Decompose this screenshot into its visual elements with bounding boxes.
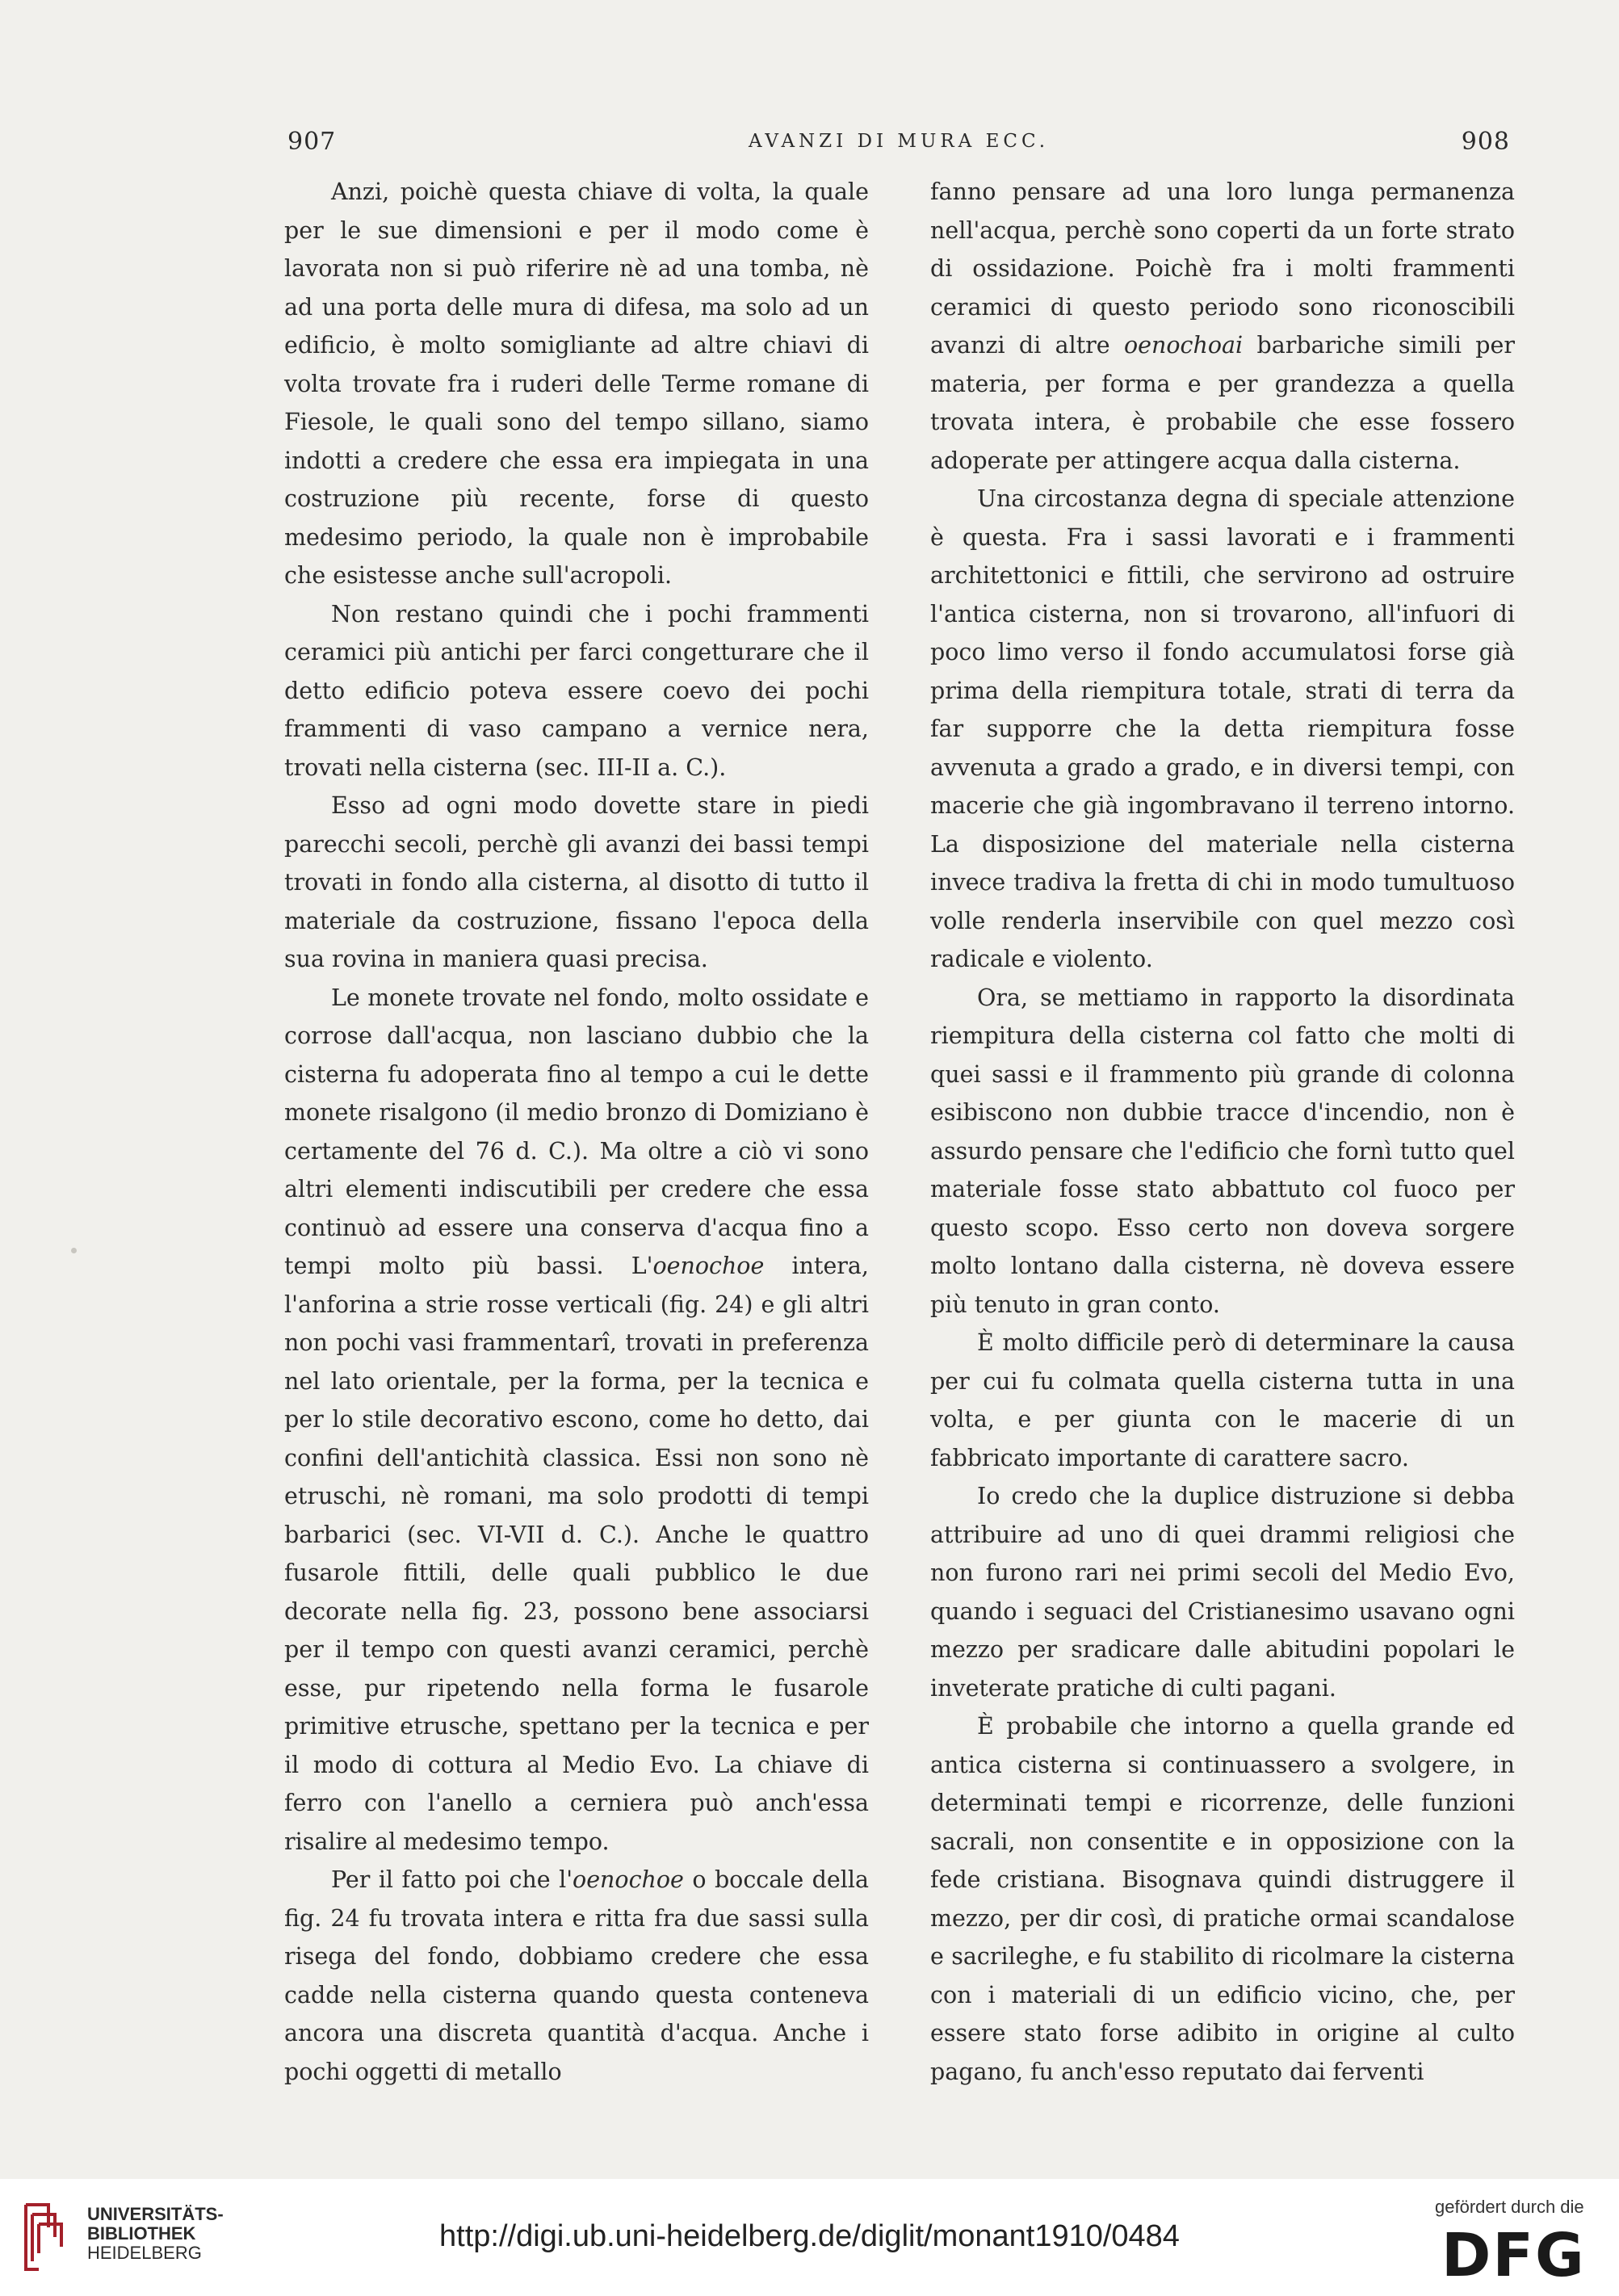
paragraph: Esso ad ogni modo dovette stare in piedi parecchi secoli, perchè gli avanzi dei bassi tempi trovati in fondo alla cisterna, al disotto di tutto il materiale da costruzione, fissano l'epoca della sua rovina in maniera quasi precisa. <box>284 792 869 972</box>
running-header <box>287 128 1510 160</box>
paragraph: Ora, se mettiamo in rapporto la disordinata riempitura della cisterna col fatto che molti di quei sassi e il frammento più grande di colonna esibiscono non dubbie tracce d'incendio, non è assurdo pensare che l'edificio che fornì tutto quel materiale fosse stato abbattuto col fuoco per questo scopo. Esso certo non doveva sorgere molto lontano dalla cisterna, nè doveva essere più tenuto in gran conto. <box>930 984 1515 1318</box>
scan-speck <box>71 1248 77 1253</box>
paragraph: È molto difficile però di determinare la causa per cui fu colmata quella cisterna tutta in una volta, e per giunta con le macerie di un fabbricato importante di carattere sacro. <box>930 1329 1515 1471</box>
running-title: AVANZI DI MURA ECC. <box>748 131 1050 152</box>
library-name-line: HEIDELBERG <box>87 2243 202 2263</box>
italic-term: oenochoe <box>573 1866 684 1893</box>
paragraph: È probabile che intorno a quella grande ed antica cisterna si continuassero a svolgere, in determinati tempi e ricorrenze, delle funzioni sacrali, non consentite e in opposizione con la fede cristiana. Bisognava quindi distruggere il mezzo, per dir così, di pratiche ormai scandalose e sacrileghe, e fu stabilito di ricolmare la cisterna con i materiali di un edificio vicino, che, per essere stato forse adibito in origine al culto pagano, fu anch'esso reputato dai ferventi <box>930 1713 1515 2085</box>
paragraph: Anzi, poichè questa chiave di volta, la quale per le sue dimensioni e per il modo come è lavorata non si può riferire nè ad una tomba, nè ad una porta delle mura di difesa, ma solo ad un edificio, è molto somigliante ad altre chiavi di volta trovate fra i ruderi delle Terme romane di Fiesole, le quali sono del tempo sillano, siamo indotti a credere che essa era impiegata in una costruzione più recente, forse di questo medesimo periodo, la quale non è improbabile che esistesse anche sull'acropoli. <box>284 178 869 589</box>
paragraph: Io credo che la duplice distruzione si debba attribuire ad uno di quei drammi religiosi che non furono rari nei primi secoli del Medio Evo, quando i seguaci del Cristianesimo usavano ogni mezzo per sradicare dalle abitudini popolari le inveterate pratiche di culti pagani. <box>930 1483 1515 1702</box>
paragraph <box>930 173 1515 480</box>
paragraph <box>284 1861 869 2091</box>
text-run: Per il fatto poi che l' <box>331 1866 573 1893</box>
left-column <box>284 173 869 2091</box>
page-number-right: 908 <box>1461 128 1510 156</box>
paragraph: Non restano quindi che i pochi frammenti ceramici più antichi per farci congetturare che il detto edificio poteva essere coevo dei pochi frammenti di vaso campano a vernice nera, trovati nella cisterna (sec. III-II a. C.). <box>284 600 869 781</box>
permalink-url[interactable]: http://digi.ub.uni-heidelberg.de/diglit/monant1910/0484 <box>439 2219 1180 2253</box>
text-run: barbariche simili per materia, per forma e per grandezza a quella trovata intera, è probabile che esse fossero adoperate per attingere acqua dalla cisterna. <box>930 332 1515 474</box>
text-run: fanno pensare ad una loro lunga permanenza nell'acqua, perchè sono coperti da un forte strato di ossidazione. Poichè fra i molti frammenti ceramici di questo periodo sono riconoscibili avanzi di altre <box>930 178 1515 359</box>
italic-term: oenochoai <box>1124 332 1244 359</box>
funding-caption: gefördert durch die <box>1435 2197 1584 2217</box>
library-name-line: BIBLIOTHEK <box>87 2223 196 2244</box>
italic-term: oenochoe <box>652 1253 765 1279</box>
page-number-left: 907 <box>287 128 337 156</box>
digitization-footer <box>0 2179 1619 2296</box>
dfg-logo: DFG <box>1441 2221 1586 2290</box>
text-run: intera, l'anforina a strie rosse verticali (fig. 24) e gli altri non pochi vasi frammentarî, trovati in preferenza nel lato orientale, per la forma, per la tecnica e per lo stile decorativo escono, come ho detto, dai confini dell'antichità classica. Essi non sono nè etruschi, nè romani, ma solo prodotti di tempi barbarici (sec. VI-VII d. C.). Anche le quattro fusarole fittili, delle quali pubblico le due decorate nella fig. 23, possono bene associarsi per il tempo con questi avanzi ceramici, perchè esse, pur ripetendo nella forma le fusarole primitive etrusche, spettano per la tecnica e per il modo di cottura al Medio Evo. La chiave di ferro con l'anello a cerniera può anch'essa risalire al medesimo tempo. <box>284 1253 869 1855</box>
right-column <box>930 173 1515 2091</box>
library-name-line: UNIVERSITÄTS- <box>87 2204 224 2224</box>
text-run: o boccale della fig. 24 fu trovata intera e ritta fra due sassi sulla risega del fondo, dobbiamo credere che essa cadde nella cisterna quando questa conteneva ancora una discreta quantità d'acqua. Anche i pochi oggetti di metallo <box>284 1866 870 2085</box>
text-run: Le monete trovate nel fondo, molto ossidate e corrose dall'acqua, non lasciano dubbio che la cisterna fu adoperata fino al tempo a cui le dette monete risalgono (il medio bronzo di Domiziano è certamente del 76 d. C.). Ma oltre a ciò vi sono altri elementi indiscutibili per credere che essa continuò ad essere una conserva d'acqua fino a tempi molto più bassi. L' <box>284 984 869 1279</box>
paragraph: Una circostanza degna di speciale attenzione è questa. Fra i sassi lavorati e i frammenti architettonici e fittili, che servirono ad ostruire l'antica cisterna, non si trovarono, all'infuori di poco limo verso il fondo accumulatosi forse già prima della riempitura totale, strati di terra da far supporre che la detta riempitura fosse avvenuta a grado a grado, e in diversi tempi, con macerie che già ingombravano il terreno intorno. La disposizione del materiale nella cisterna invece tradiva la fretta di chi in modo tumultuoso volle renderla inservibile con quel mezzo così radicale e violento. <box>930 485 1515 972</box>
paragraph <box>284 979 869 1862</box>
permalink <box>0 2219 1619 2254</box>
